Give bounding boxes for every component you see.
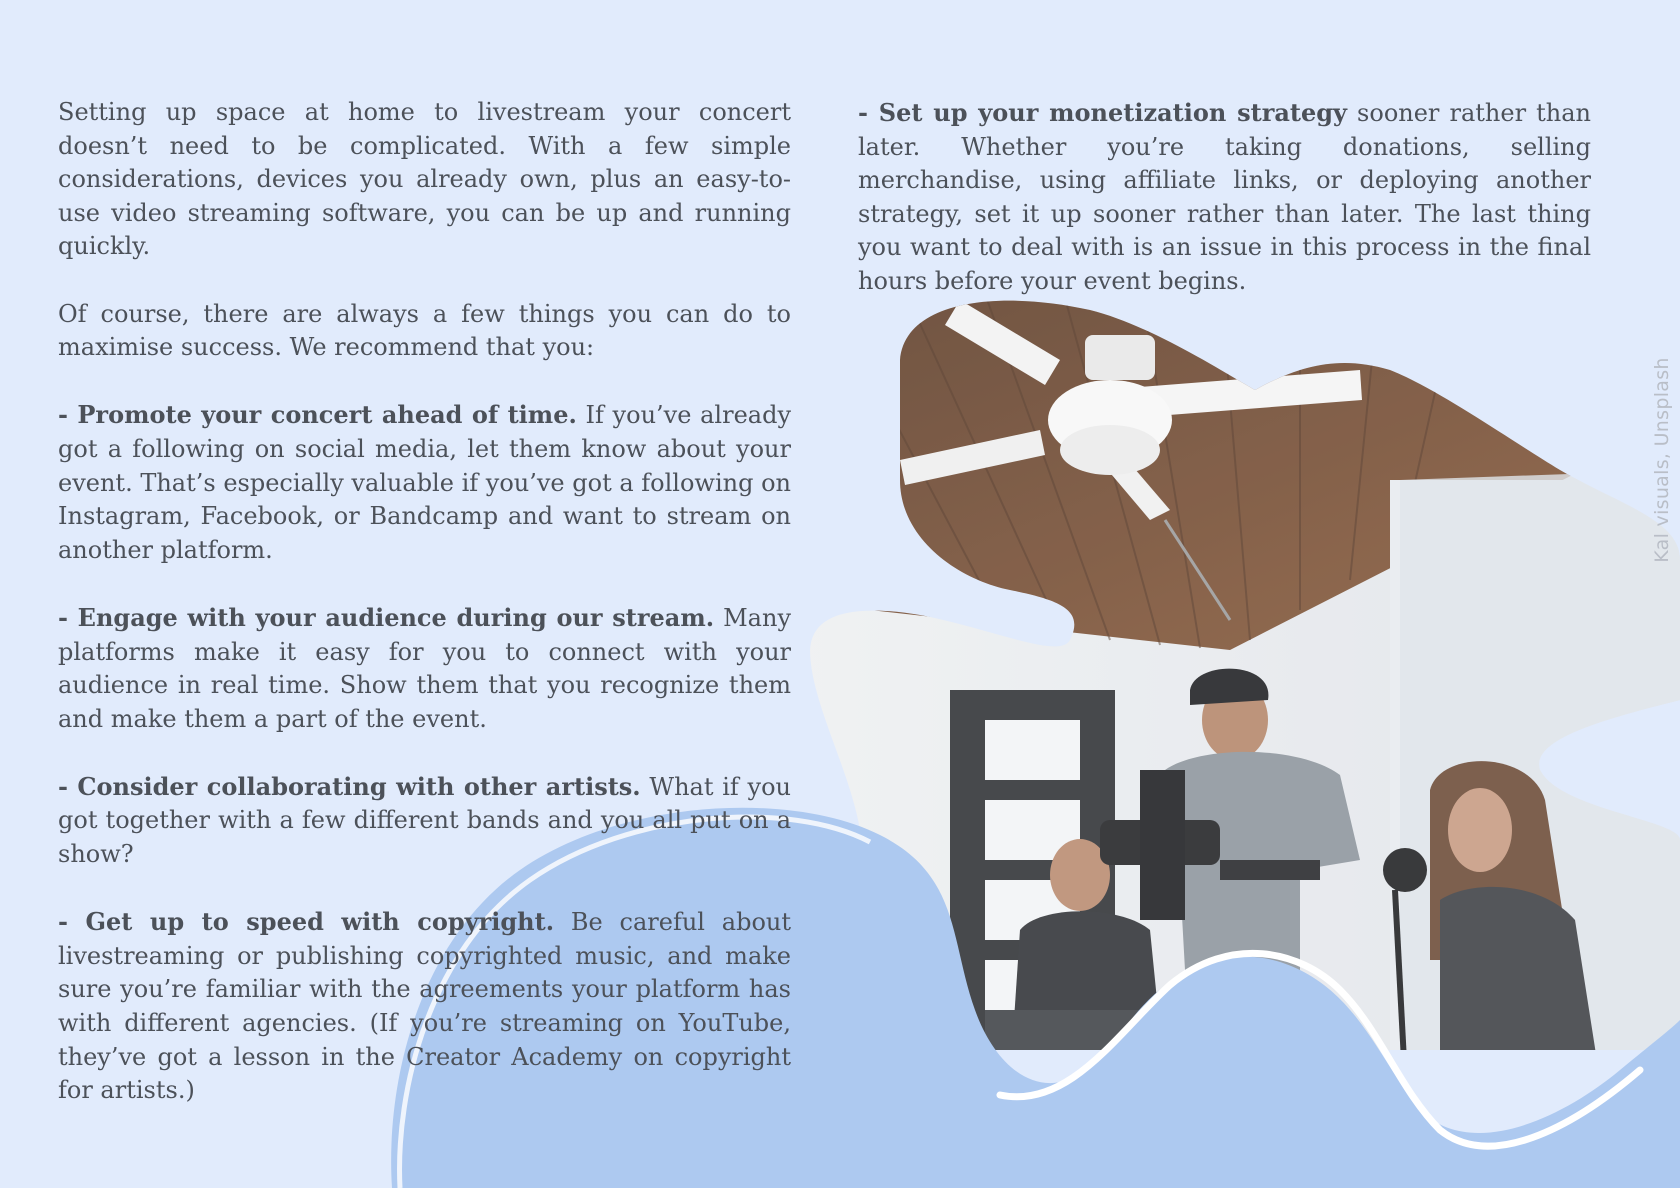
tip-lead: - Set up your monetization strategy: [858, 98, 1347, 127]
tip-lead: - Get up to speed with copyright.: [58, 907, 555, 937]
tip-engage: [58, 601, 791, 736]
tip-lead: - Engage with your audience during our stream.: [58, 602, 715, 632]
intro-paragraph: Setting up space at home to livestream your concert doesn’t need to be complicated. With a few simple considerations, devices you already own, plus an easy-to-use video streaming software, you can be up and running quickly.: [58, 98, 791, 261]
tip-body: sooner rather than later. Whether you’re taking donations, selling merchandise, using affiliate links, or deploying another strategy, set it up sooner rather than later. The last thing you want to deal with is an issue in this process in the final hours before your event begins.: [858, 99, 1591, 295]
right-text-column: [858, 96, 1591, 332]
left-text-column: [58, 96, 791, 1141]
recommend-paragraph: Of course, there are always a few things you can do to maximise success. We recommend that you:: [58, 299, 791, 362]
photo-credit: Kal visuals, Unsplash: [1651, 357, 1673, 563]
tip-lead: - Promote your concert ahead of time.: [58, 400, 577, 430]
tip-monetization: [858, 96, 1591, 299]
tip-promote: [58, 398, 791, 567]
tip-collaborate: [58, 770, 791, 872]
tip-body: Be careful about livestreaming or publishing copyrighted music, and make sure you’re familiar with the agreements your platform has with different agencies. (If you’re streaming on YouTube, they’ve got a lesson in the Creator Academy on copyright for artists.): [58, 908, 791, 1105]
tip-lead: - Consider collaborating with other artists.: [58, 771, 641, 801]
tip-copyright: [58, 905, 791, 1108]
tip-body: Many platforms make it easy for you to connect with your audience in real time. Show them that you recognize them and make them a part of the event.: [58, 603, 791, 733]
tip-body: What if you got together with a few different bands and you all put on a show?: [58, 772, 791, 869]
tip-body: If you’ve already got a following on social media, let them know about your event. That’s especially valuable if you’ve got a following on Instagram, Facebook, or Bandcamp and want to stream on another platform.: [58, 401, 791, 564]
